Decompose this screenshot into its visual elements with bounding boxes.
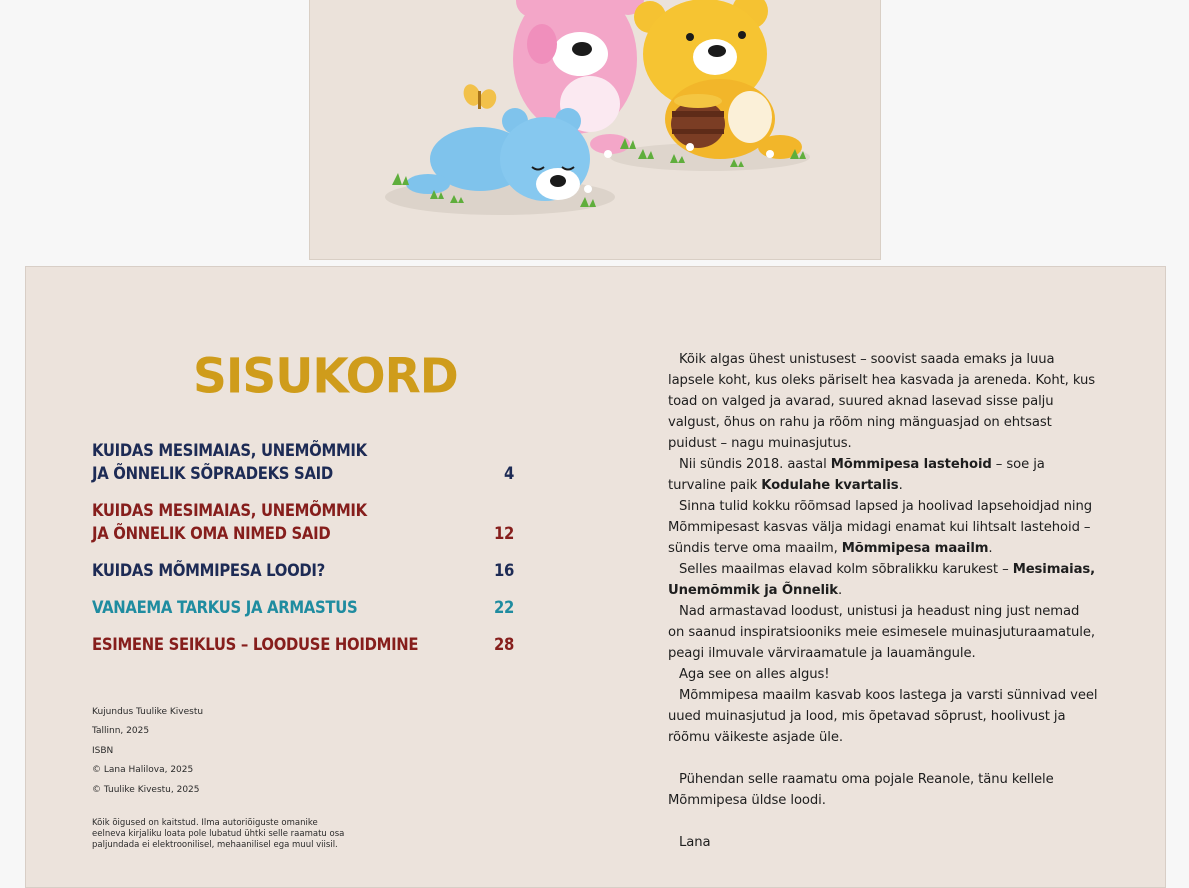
paragraph: Nad armastavad loodust, unistusi ja headust ning just nemad on saanud inspiratsiooniks meie esimesele muinasjuturaamatule, peagi ilmuvale värviraamatule ja lauamängule.: [668, 604, 1095, 661]
imprint-place: Tallinn, 2025: [92, 726, 150, 737]
rights-line: paljundada ei elektroonilisel, mehaanilisel ega muul viisil.: [92, 840, 338, 850]
imprint-copyright-author: © Lana Halilova, 2025: [92, 765, 194, 776]
toc-entry-5[interactable]: [92, 633, 514, 656]
paragraph: Mõmmipesa maailm kasvab koos lastega ja varsti sünnivad veel uued muinasjutud ja lood, mis õpetavad sõprust, hoolivust ja rõõmu väikeste asjade üle.: [668, 688, 1098, 745]
imprint-design: Kujundus Tuulike Kivestu: [92, 707, 204, 717]
toc-entry-text: KUIDAS MESIMAIAS, UNEMÕMMIK: [92, 441, 367, 460]
paragraph: Kõik algas ühest unistusest – soovist saada emaks ja luua lapsele koht, kus oleks päriselt hea kasvada ja areneda. Koht, kus toad on valged ja avarad, suured aknad lasevad sisse palju valgust, õhus on rahu ja rõõm ning mänguasjad on ehtsast puidust – nagu muinasjutus.: [668, 352, 1095, 451]
blue-bear: [406, 108, 590, 201]
paragraph: Aga see on alles algus!: [679, 667, 830, 682]
signature: Lana: [679, 835, 711, 850]
toc-entry-text: JA ÕNNELIK OMA NIMED SAID: [92, 524, 331, 543]
toc-page-number: 4: [503, 464, 514, 483]
toc-entry-4[interactable]: [92, 596, 514, 619]
foreword-text: [668, 349, 1098, 853]
rights-line: Kõik õigused on kaitstud. Ilma autoriõiguste omanike: [92, 818, 318, 828]
butterfly: [461, 82, 499, 111]
toc-page-number: 28: [493, 635, 514, 654]
toc-page-number: 12: [493, 524, 514, 543]
toc-title: SISUKORD: [193, 348, 458, 405]
imprint-copyright-designer: © Tuulike Kivestu, 2025: [92, 784, 200, 795]
toc-page-number: 16: [493, 561, 514, 580]
toc-entry-text: JA ÕNNELIK SÕPRADEKS SAID: [92, 464, 333, 483]
toc-page-number: 22: [493, 598, 514, 617]
toc-entry-text: KUIDAS MESIMAIAS, UNEMÕMMIK: [92, 501, 367, 520]
book-spread: [25, 266, 1166, 888]
toc-entry-text: VANAEMA TARKUS JA ARMASTUS: [92, 598, 358, 617]
rights-line: eelneva kirjaliku loata pole lubatud ühtki selle raamatu osa: [92, 829, 345, 839]
toc-entry-1[interactable]: [92, 439, 514, 485]
three-bears-illustration: [310, 0, 880, 260]
paragraph: Nii sündis 2018. aastal Mõmmipesa lastehoid – soe ja turvaline paik Kodulahe kvartalis.: [668, 457, 1045, 493]
imprint: [92, 707, 203, 804]
toc-entry-text: ESIMENE SEIKLUS – LOODUSE HOIDMINE: [92, 635, 419, 654]
yellow-bear: [634, 0, 802, 159]
dedication: Pühendan selle raamatu oma pojale Reanole, tänu kellele Mõmmipesa üldse loodi.: [668, 772, 1054, 808]
paragraph: Selles maailmas elavad kolm sõbralikku karukest – Mesimaias, Unemõmmik ja Õnnelik.: [668, 562, 1096, 598]
cover-illustration: [309, 0, 881, 260]
rights-notice: [92, 818, 372, 851]
imprint-isbn: ISBN: [92, 745, 114, 756]
toc-entry-2[interactable]: [92, 499, 514, 545]
paragraph: Sinna tulid kokku rõõmsad lapsed ja hoolivad lapsehoidjad ning Mõmmipesast kasvas välja midagi enamat kui lihtsalt lastehoid – sündis terve oma maailm, Mõmmipesa maailm.: [668, 499, 1093, 556]
toc-entry-3[interactable]: [92, 559, 514, 582]
toc-entry-text: KUIDAS MÕMMIPESA LOODI?: [92, 561, 325, 580]
